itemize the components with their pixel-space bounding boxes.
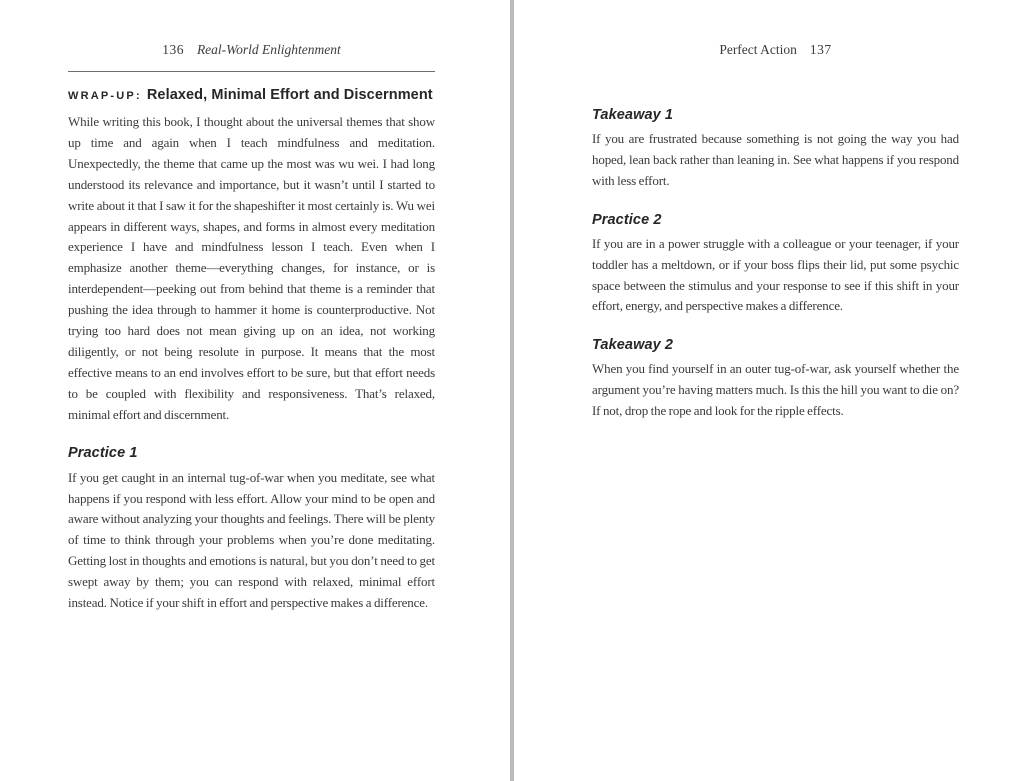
page-right-content [592, 87, 959, 422]
page-number-right: 137 [809, 42, 832, 57]
intro-paragraph: While writing this book, I thought about the universal themes that show up time and again when I teach mindfulness and meditation. Unexpectedly, the theme that came up the most was wu wei. I had long understood its relevance and importance, but it wasn’t until I started to write about it that I saw it for the shapeshifter it most certainly is. Wu wei appears in different ways, shapes, and forms in almost every meditation experience I have and mindfulness lesson I teach. Even when I emphasize another theme—everything changes, for instance, or is interdependent—peeking out from behind that theme is a reminder that pushing the idea through to hammer it home is counterproductive. Not trying too hard does not mean giving up on an idea, not working diligently, or not being resolute in purpose. It means that the most effective means to an end involves effort to be sure, but that effort needs to be coupled with flexibility and responsiveness. That’s relaxed, minimal effort and discernment. [68, 114, 435, 422]
page-number-left: 136 [162, 42, 184, 57]
page-left [68, 0, 435, 781]
subsection-heading-takeaway-2: Takeaway 2 [592, 337, 674, 354]
subsection-heading-practice-1: Practice 1 [68, 444, 138, 461]
page-gutter-divider [510, 0, 514, 781]
book-title: Real-World Enlightenment [196, 42, 341, 57]
page-right [592, 0, 959, 781]
wrapup-label: WRAP-UP: [68, 90, 142, 102]
subsection-heading-takeaway-1: Takeaway 1 [592, 107, 674, 123]
subsection-heading-practice-2: Practice 2 [592, 211, 662, 228]
running-header-left [68, 42, 435, 58]
running-header-right [592, 42, 959, 58]
wrapup-title: Relaxed, Minimal Effort and Discernment [146, 87, 433, 103]
subsection-paragraph-practice-2: If you are in a power struggle with a colleague or your teenager, if your toddler has a meltdown, or if your boss flips their lid, put some psychic space between the stimulus and your response to see if this shift in your effort, energy, and perspective makes a difference. [592, 235, 959, 314]
wrapup-heading [68, 83, 435, 105]
subsection-paragraph-practice-1: If you get caught in an internal tug-of-war when you meditate, see what happens if you respond with less effort. Allow your mind to be open and aware without analyzing your thoughts and feelings. There will be plenty of time to think through your problems when you’re done meditating. Getting lost in thoughts and emotions is natural, but you don’t need to get swept away by them; you can respond with relaxed, minimal effort instead. Notice if your shift in effort and perspective makes a difference. [68, 469, 435, 611]
section-rule [68, 71, 435, 72]
chapter-title: Perfect Action [719, 42, 797, 57]
page-left-content [68, 83, 435, 614]
subsection-paragraph-takeaway-1: If you are frustrated because something is not going the way you had hoped, lean back rather than leaning in. See what happens if you respond with less effort. [592, 131, 959, 188]
subsection-paragraph-takeaway-2: When you find yourself in an outer tug-of-war, ask yourself whether the argument you’re having matters much. Is this the hill you want to die on? If not, drop the rope and look for the ripple effects. [592, 361, 959, 419]
